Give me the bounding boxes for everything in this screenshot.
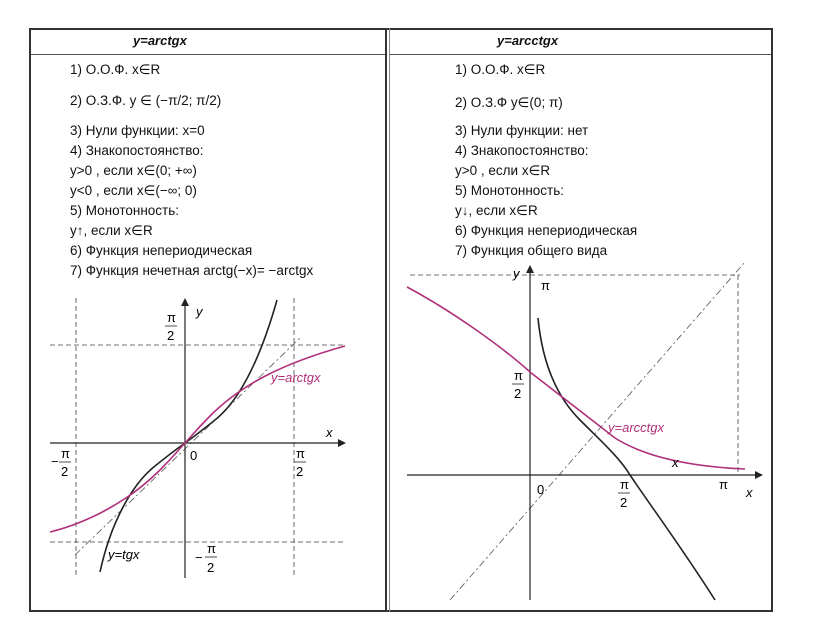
left-x-label: x xyxy=(326,425,333,440)
left-pi-top: π xyxy=(167,310,176,325)
left-prop-6: y<0 , если x∈(−∞; 0) xyxy=(70,183,197,198)
right-prop-8: 6) Функция непериодическая xyxy=(455,223,638,238)
right-prop-2: 2) О.З.Ф y∈(0; π) xyxy=(455,95,563,110)
right-pi-top: π xyxy=(541,278,550,293)
left-origin-label: 0 xyxy=(190,448,198,463)
left-prop-5: y>0 , если x∈(0; +∞) xyxy=(70,163,197,178)
right-bisector xyxy=(450,262,745,600)
right-y-arrow xyxy=(526,265,534,273)
right-prop-9: 7) Функция общего вида xyxy=(455,243,608,258)
left-minus-left: − xyxy=(51,454,59,469)
left-prop-3: 3) Нули функции: x=0 xyxy=(70,123,205,138)
left-pi-bottom: π xyxy=(207,541,216,556)
right-prop-4: 4) Знакопостоянство: xyxy=(455,143,589,158)
left-two-left: 2 xyxy=(61,464,69,479)
right-prop-1: 1) О.О.Ф. x∈R xyxy=(455,62,546,77)
right-title: y=arcctgx xyxy=(497,33,559,48)
right-pi-bottom: π xyxy=(620,477,629,492)
right-curve-x-label: x xyxy=(672,455,679,470)
right-prop-3: 3) Нули функции: нет xyxy=(455,123,589,138)
left-prop-7: 5) Монотонность: xyxy=(70,203,180,218)
left-title: y=arctgx xyxy=(133,33,187,48)
right-prop-5: y>0 , если x∈R xyxy=(455,163,551,178)
left-arctg-label: y=arctgx xyxy=(271,370,321,385)
right-two-bottom: 2 xyxy=(620,495,628,510)
left-prop-1: 1) О.О.Ф. x∈R xyxy=(70,62,161,77)
left-prop-4: 4) Знакопостоянство: xyxy=(70,143,204,158)
right-y-label: y xyxy=(513,266,520,281)
left-y-label: y xyxy=(196,304,203,319)
left-two-top: 2 xyxy=(167,328,175,343)
left-prop-9: 6) Функция непериодическая xyxy=(70,243,253,258)
right-pi-mid: π xyxy=(514,368,523,383)
right-x-arrow xyxy=(755,471,763,479)
left-prop-8: y↑, если x∈R xyxy=(70,223,153,238)
left-tg-label: y=tgx xyxy=(108,547,140,562)
left-two-bottom: 2 xyxy=(207,560,215,575)
right-arcctg-label: y=arcctgx xyxy=(608,420,664,435)
right-origin-label: 0 xyxy=(537,482,545,497)
right-ctg-curve xyxy=(538,318,715,600)
right-pi-right: π xyxy=(719,477,728,492)
right-prop-6: 5) Монотонность: xyxy=(455,183,565,198)
right-two-mid: 2 xyxy=(514,386,522,401)
right-prop-7: y↓, если x∈R xyxy=(455,203,538,218)
left-two-right: 2 xyxy=(296,464,304,479)
right-x-label: x xyxy=(746,485,753,500)
left-pi-right: π xyxy=(296,446,305,461)
left-minus-bottom: − xyxy=(195,550,203,565)
left-prop-10: 7) Функция нечетная arctg(−x)= −arctgx xyxy=(70,263,314,278)
right-arcctg-curve xyxy=(407,287,745,469)
left-pi-left: π xyxy=(61,446,70,461)
left-prop-2: 2) О.З.Ф. y ∈ (−π/2; π/2) xyxy=(70,93,222,108)
